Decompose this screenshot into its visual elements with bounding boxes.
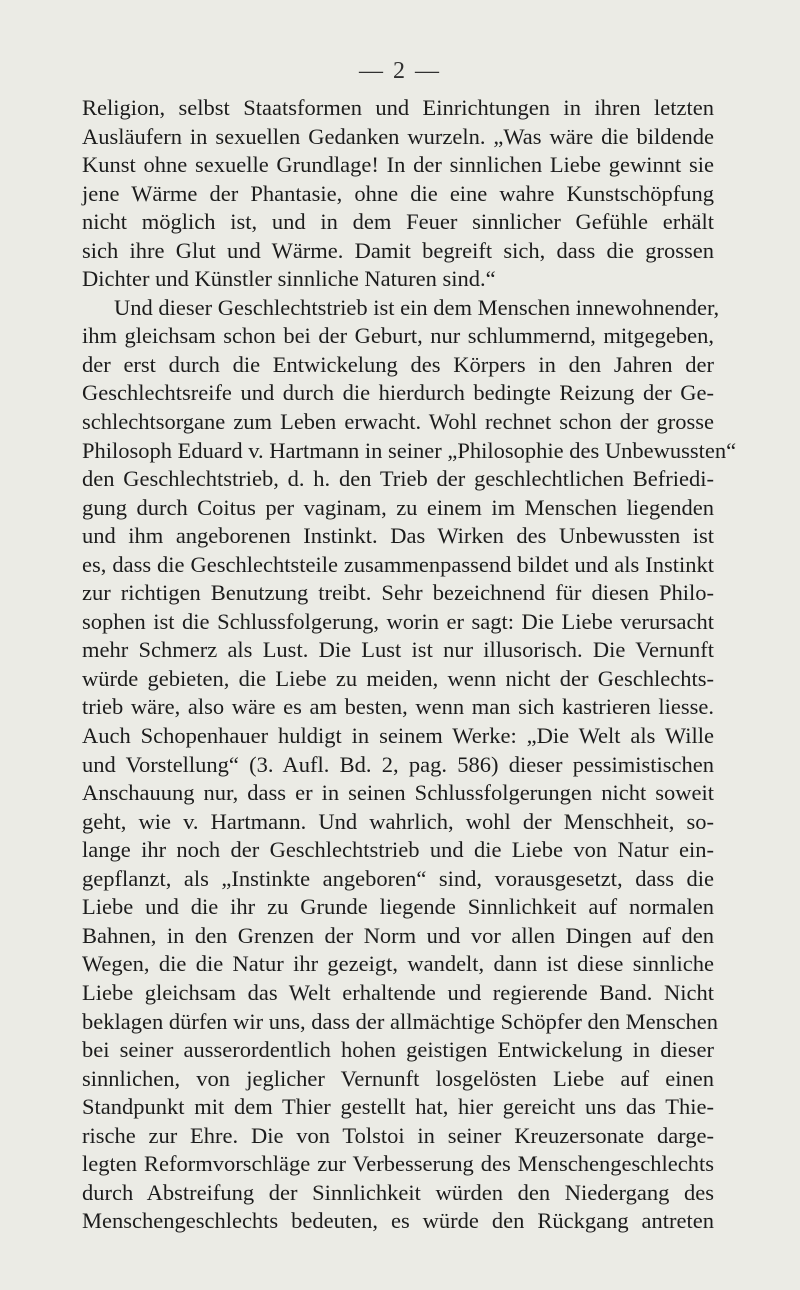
text-line: trieb wäre, also wäre es am besten, wenn man sich kastrieren liesse. — [82, 694, 714, 720]
text-line: Dichter und Künstler sinnliche Naturen sind.“ — [82, 266, 496, 292]
page-number: — 2 — — [359, 58, 441, 84]
text-line: Liebe und die ihr zu Grunde liegende Sinnlichkeit auf normalen — [82, 894, 714, 920]
text-line: Philosoph Eduard v. Hartmann in seiner „Philosophie des Unbewussten“ — [82, 437, 737, 463]
text-line: nicht möglich ist, und in dem Feuer sinnlicher Gefühle erhält — [82, 209, 714, 235]
text-line: Kunst ohne sexuelle Grundlage! In der sinnlichen Liebe gewinnt sie — [82, 152, 714, 178]
text-line: gung durch Coitus per vaginam, zu einem im Menschen liegenden — [82, 494, 714, 520]
text-line: sich ihre Glut und Wärme. Damit begreift sich, dass die grossen — [82, 237, 714, 263]
text-line: gepflanzt, als „Instinkte angeboren“ sind, vorausgesetzt, dass die — [82, 865, 714, 891]
text-line: geht, wie v. Hartmann. Und wahrlich, wohl der Menschheit, so- — [82, 808, 714, 834]
text-line: lange ihr noch der Geschlechtstrieb und die Liebe von Natur ein- — [82, 837, 714, 863]
text-line: Auch Schopenhauer huldigt in seinem Werke: „Die Welt als Wille — [82, 723, 714, 749]
text-line: und ihm angeborenen Instinkt. Das Wirken des Unbewussten ist — [82, 523, 714, 549]
text-line: zur richtigen Benutzung treibt. Sehr bezeichnend für diesen Philo- — [82, 580, 714, 606]
text-line: Standpunkt mit dem Thier gestellt hat, hier gereicht uns das Thie- — [82, 1094, 714, 1120]
text-line: würde gebieten, die Liebe zu meiden, wenn nicht der Geschlechts- — [82, 665, 714, 691]
text-line: den Geschlechtstrieb, d. h. den Trieb der geschlechtlichen Befriedi- — [82, 466, 714, 492]
text-line: mehr Schmerz als Lust. Die Lust ist nur illusorisch. Die Vernunft — [82, 637, 714, 663]
text-line: Menschengeschlechts bedeuten, es würde den Rückgang antreten — [82, 1208, 714, 1234]
text-line: ihm gleichsam schon bei der Geburt, nur schlummernd, mitgegeben, — [82, 323, 714, 349]
text-line: schlechtsorgane zum Leben erwacht. Wohl rechnet schon der grosse — [82, 409, 714, 435]
text-line: der erst durch die Entwickelung des Körpers in den Jahren der — [82, 351, 714, 377]
text-line: es, dass die Geschlechtsteile zusammenpassend bildet und als Instinkt — [82, 551, 714, 577]
text-line: Ausläufern in sexuellen Gedanken wurzeln. „Was wäre die bildende — [82, 123, 714, 149]
text-line: jene Wärme der Phantasie, ohne die eine wahre Kunstschöpfung — [82, 180, 714, 206]
text-line: durch Abstreifung der Sinnlichkeit würden den Niedergang des — [82, 1179, 714, 1205]
text-line: sophen ist die Schlussfolgerung, worin er sagt: Die Liebe verursacht — [82, 608, 714, 634]
text-line: Geschlechtsreife und durch die hierdurch bedingte Reizung der Ge- — [82, 380, 714, 406]
text-line: legten Reformvorschläge zur Verbesserung des Menschengeschlechts — [82, 1151, 714, 1177]
text-line: Wegen, die die Natur ihr gezeigt, wandelt, dann ist diese sinnliche — [82, 951, 714, 977]
text-line: Liebe gleichsam das Welt erhaltende und regierende Band. Nicht — [82, 979, 714, 1005]
text-line: Religion, selbst Staatsformen und Einrichtungen in ihren letzten — [82, 95, 714, 120]
text-line: beklagen dürfen wir uns, dass der allmächtige Schöpfer den Menschen — [82, 1008, 719, 1034]
text-line: Anschauung nur, dass er in seinen Schlussfolgerungen nicht soweit — [82, 780, 714, 806]
text-line: Bahnen, in den Grenzen der Norm und vor allen Dingen auf den — [82, 922, 714, 948]
text-line: und Vorstellung“ (3. Aufl. Bd. 2, pag. 586) dieser pessimistischen — [82, 751, 714, 777]
text-line: bei seiner ausserordentlich hohen geistigen Entwickelung in dieser — [82, 1037, 714, 1063]
body-text — [82, 94, 737, 1236]
text-line: sinnlichen, von jeglicher Vernunft losgelösten Liebe auf einen — [82, 1065, 714, 1091]
text-line: rische zur Ehre. Die von Tolstoi in seiner Kreuzersonate darge- — [82, 1122, 714, 1148]
text-line: Und dieser Geschlechtstrieb ist ein dem Menschen innewohnender, — [114, 294, 720, 320]
